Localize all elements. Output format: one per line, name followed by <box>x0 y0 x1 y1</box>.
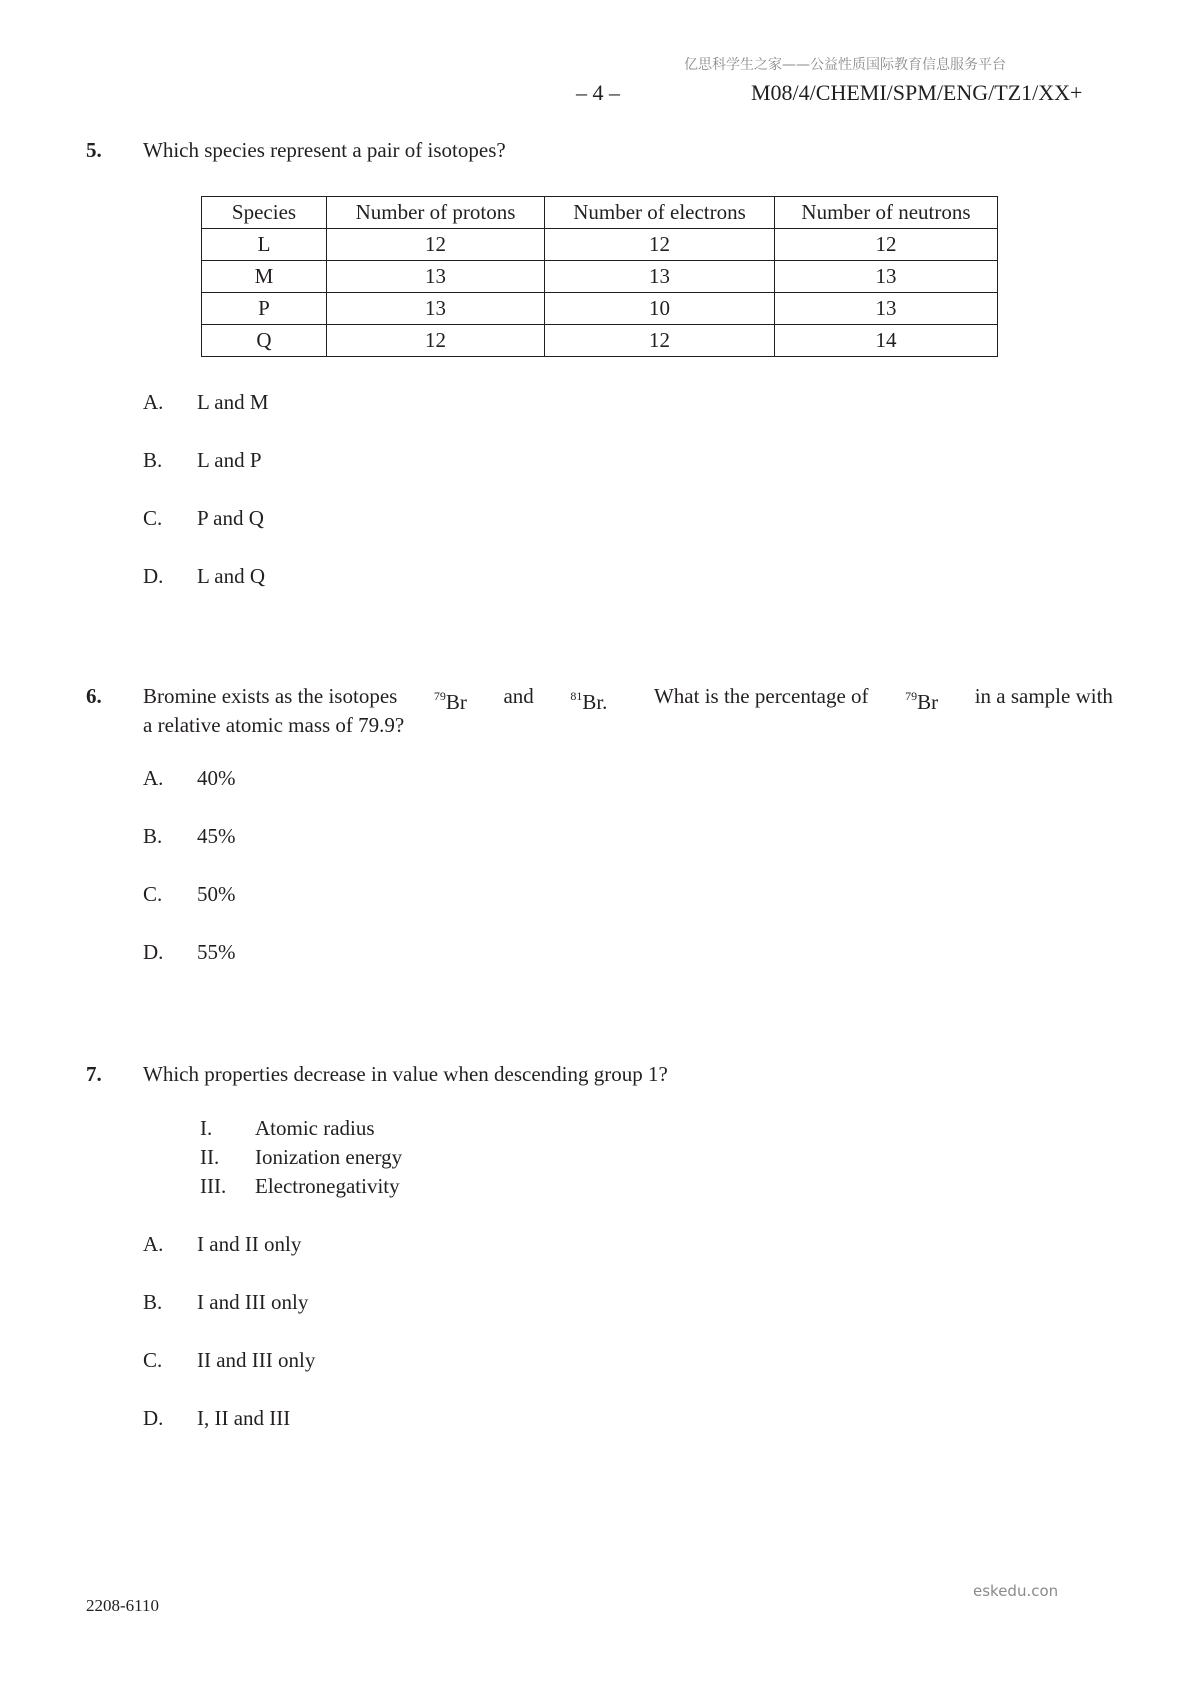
option-text: L and M <box>197 390 269 414</box>
q6-text-part3: in a sample with <box>974 684 1113 708</box>
option-letter: C. <box>143 506 163 530</box>
option-letter: B. <box>143 1290 163 1314</box>
option-text: I, II and III <box>197 1406 291 1430</box>
q7-option-b[interactable] <box>143 1290 443 1316</box>
species-cell: P <box>202 293 327 325</box>
question-7-number: 7. <box>86 1062 102 1086</box>
statement-numeral: I. <box>200 1116 213 1140</box>
question-6-line-2: a relative atomic mass of 79.9? <box>143 713 405 737</box>
species-cell: Q <box>202 325 327 357</box>
watermark-top: 亿思科学生之家——公益性质国际教育信息服务平台 <box>684 57 1006 73</box>
statement-numeral: III. <box>200 1174 227 1198</box>
option-text: 45% <box>197 824 236 848</box>
q7-option-c[interactable] <box>143 1348 443 1374</box>
q7-option-d[interactable] <box>143 1406 443 1432</box>
electrons-cell: 12 <box>545 325 775 357</box>
watermark-bottom: eskedu.con <box>973 1582 1059 1600</box>
isotope-br79-b: $^{79}$Br <box>905 689 939 714</box>
electrons-cell: 12 <box>545 229 775 261</box>
table-header-row <box>202 197 998 229</box>
q6-and-word: and <box>503 684 534 708</box>
column-header-neutrons: Number of neutrons <box>775 197 998 229</box>
page-number: – 4 – <box>576 80 620 105</box>
question-5-text: Which species represent a pair of isotopes? <box>143 138 506 162</box>
option-letter: B. <box>143 448 163 472</box>
neutrons-cell: 13 <box>775 261 998 293</box>
table-row <box>202 293 998 325</box>
protons-cell: 13 <box>327 261 545 293</box>
statement-ii <box>200 1145 600 1171</box>
table-row <box>202 261 998 293</box>
protons-cell: 12 <box>327 229 545 261</box>
neutrons-cell: 12 <box>775 229 998 261</box>
option-letter: B. <box>143 824 163 848</box>
table-row <box>202 229 998 261</box>
isotope-br81: $^{81}$Br. <box>570 689 608 714</box>
option-text: L and P <box>197 448 262 472</box>
option-text: I and II only <box>197 1232 302 1256</box>
neutrons-cell: 13 <box>775 293 998 325</box>
q5-option-c[interactable] <box>143 506 443 532</box>
option-text: II and III only <box>197 1348 316 1372</box>
option-letter: A. <box>143 766 164 790</box>
q6-option-a[interactable] <box>143 766 443 792</box>
column-header-electrons: Number of electrons <box>545 197 775 229</box>
option-letter: D. <box>143 564 164 588</box>
isotope-br79: $^{79}$Br <box>433 689 467 714</box>
neutrons-cell: 14 <box>775 325 998 357</box>
footer-code: 2208-6110 <box>86 1596 160 1615</box>
q6-text-part2: What is the percentage of <box>653 684 869 708</box>
statement-i <box>200 1116 600 1142</box>
species-cell: M <box>202 261 327 293</box>
q7-option-a[interactable] <box>143 1232 443 1258</box>
table-row <box>202 325 998 357</box>
option-text: 40% <box>197 766 236 790</box>
option-letter: C. <box>143 882 163 906</box>
option-text: 55% <box>197 940 236 964</box>
option-letter: C. <box>143 1348 163 1372</box>
isotope-table <box>201 196 998 357</box>
q5-option-a[interactable] <box>143 390 443 416</box>
electrons-cell: 10 <box>545 293 775 325</box>
electrons-cell: 13 <box>545 261 775 293</box>
option-letter: A. <box>143 390 164 414</box>
paper-code: M08/4/CHEMI/SPM/ENG/TZ1/XX+ <box>751 80 1083 105</box>
question-7-text: Which properties decrease in value when descending group 1? <box>143 1062 668 1086</box>
q6-option-d[interactable] <box>143 940 443 966</box>
option-text: L and Q <box>197 564 266 588</box>
q6-option-c[interactable] <box>143 882 443 908</box>
question-5-number: 5. <box>86 138 102 162</box>
option-letter: D. <box>143 940 164 964</box>
q6-option-b[interactable] <box>143 824 443 850</box>
protons-cell: 12 <box>327 325 545 357</box>
q5-option-d[interactable] <box>143 564 443 590</box>
species-cell: L <box>202 229 327 261</box>
protons-cell: 13 <box>327 293 545 325</box>
statement-text: Electronegativity <box>255 1174 400 1198</box>
q6-text-part1: Bromine exists as the isotopes <box>143 684 398 708</box>
option-text: 50% <box>197 882 236 906</box>
column-header-species: Species <box>202 197 327 229</box>
option-letter: A. <box>143 1232 164 1256</box>
statement-text: Ionization energy <box>255 1145 403 1169</box>
option-text: I and III only <box>197 1290 309 1314</box>
statement-numeral: II. <box>200 1145 220 1169</box>
statement-iii <box>200 1174 600 1200</box>
question-6-number: 6. <box>86 684 102 708</box>
statement-text: Atomic radius <box>255 1116 375 1140</box>
column-header-protons: Number of protons <box>327 197 545 229</box>
option-text: P and Q <box>197 506 264 530</box>
option-letter: D. <box>143 1406 164 1430</box>
q5-option-b[interactable] <box>143 448 443 474</box>
